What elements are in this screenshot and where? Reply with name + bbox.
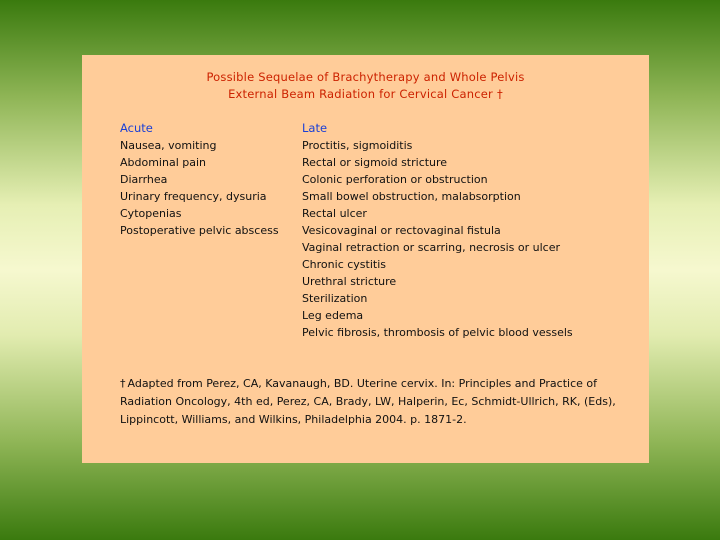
acute-heading: Acute (120, 121, 153, 135)
late-item: Colonic perforation or obstruction (302, 173, 488, 186)
late-item: Proctitis, sigmoiditis (302, 139, 413, 152)
footnote-text: Adapted from Perez, CA, Kavanaugh, BD. Uterine cervix. In: Principles and Practice of Radiation Oncology, 4th ed, Perez, CA, Brady, LW, Halperin, Ec, Schmidt-Ullrich, RK, (Eds), Lippincott, Williams, and Wilkins, Philadelphia 2004. p. 1871-2. (120, 377, 616, 426)
footnote-marker: † (120, 377, 126, 390)
title-footnote-marker: † (496, 87, 503, 101)
acute-list (120, 137, 279, 239)
late-item: Pelvic fibrosis, thrombosis of pelvic blood vessels (302, 326, 573, 339)
acute-column (120, 120, 279, 239)
slide-title (82, 69, 649, 103)
acute-item: Urinary frequency, dysuria (120, 190, 267, 203)
acute-item: Abdominal pain (120, 156, 207, 169)
title-line-2-text: External Beam Radiation for Cervical Cancer (228, 87, 493, 101)
late-column (302, 120, 573, 341)
late-list (302, 137, 573, 341)
slide-panel (82, 55, 649, 463)
late-heading: Late (302, 121, 328, 135)
acute-item: Nausea, vomiting (120, 139, 217, 152)
title-line-1: Possible Sequelae of Brachytherapy and Whole Pelvis (206, 70, 525, 84)
late-item: Vaginal retraction or scarring, necrosis or ulcer (302, 241, 561, 254)
acute-item: Diarrhea (120, 173, 168, 186)
late-item: Vesicovaginal or rectovaginal fistula (302, 224, 501, 237)
source-footnote (120, 375, 620, 429)
late-item: Urethral stricture (302, 275, 397, 288)
late-item: Leg edema (302, 309, 364, 322)
late-item: Sterilization (302, 292, 368, 305)
title-line-2 (82, 86, 649, 103)
late-item: Small bowel obstruction, malabsorption (302, 190, 521, 203)
late-item: Chronic cystitis (302, 258, 386, 271)
acute-item: Postoperative pelvic abscess (120, 224, 279, 237)
acute-item: Cytopenias (120, 207, 182, 220)
late-item: Rectal or sigmoid stricture (302, 156, 448, 169)
late-item: Rectal ulcer (302, 207, 367, 220)
